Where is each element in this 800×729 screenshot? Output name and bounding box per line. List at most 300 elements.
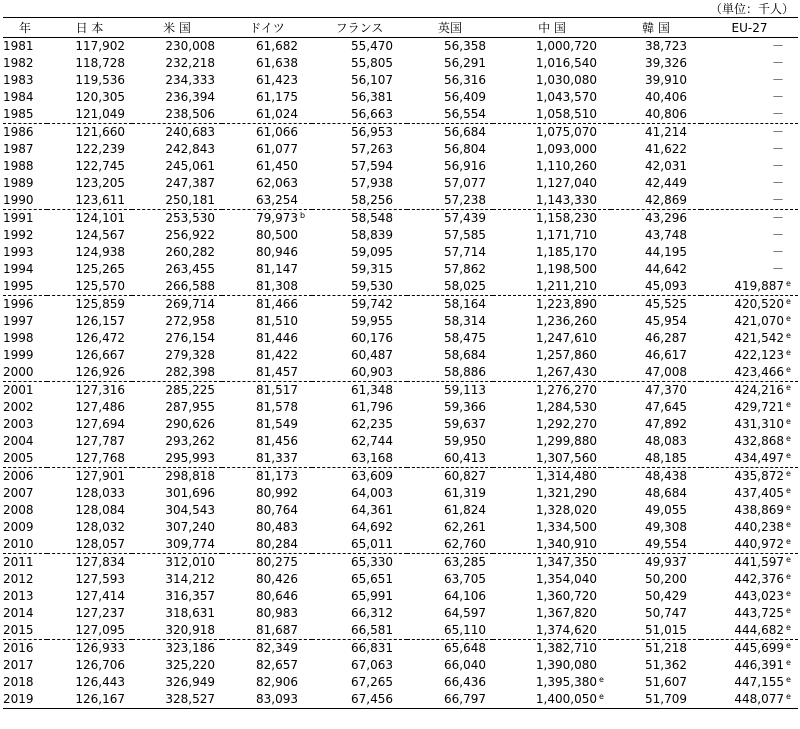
table-row bbox=[3, 313, 798, 330]
cell-value: 440,238 bbox=[734, 520, 784, 534]
cell-value: 80,992 bbox=[256, 486, 298, 500]
usa-cell: 307,240 bbox=[165, 520, 215, 534]
footnote-mark: e bbox=[786, 469, 791, 478]
cell-value: 61,450 bbox=[256, 159, 298, 173]
footnote-mark: e bbox=[786, 658, 791, 667]
china-cell bbox=[493, 519, 611, 536]
china-cell bbox=[493, 227, 611, 244]
usa-cell: 282,398 bbox=[132, 364, 222, 382]
japan-cell: 126,157 bbox=[75, 314, 125, 328]
year-cell: 2009 bbox=[3, 520, 34, 534]
japan-cell: 126,706 bbox=[75, 658, 125, 672]
china-cell bbox=[493, 55, 611, 72]
usa-cell: 272,958 bbox=[165, 314, 215, 328]
uk-cell: 56,804 bbox=[444, 142, 486, 156]
china-cell bbox=[493, 158, 611, 175]
france-cell: 61,348 bbox=[351, 383, 393, 397]
population-table bbox=[3, 17, 798, 709]
eu27-cell bbox=[701, 106, 798, 124]
table-row bbox=[3, 485, 798, 502]
footnote-mark: e bbox=[786, 314, 791, 323]
table-row bbox=[3, 227, 798, 244]
japan-cell: 122,745 bbox=[75, 159, 125, 173]
france-cell: 57,594 bbox=[351, 159, 393, 173]
usa-cell: 250,181 bbox=[132, 192, 222, 210]
japan-cell: 126,933 bbox=[75, 641, 125, 655]
footnote-mark: e bbox=[786, 692, 791, 701]
japan-cell: 127,237 bbox=[75, 606, 125, 620]
uk-cell: 57,238 bbox=[407, 192, 493, 210]
france-cell: 58,839 bbox=[351, 228, 393, 242]
year-cell: 1981 bbox=[3, 39, 34, 53]
cell-value: 80,646 bbox=[256, 589, 298, 603]
uk-cell: 57,077 bbox=[444, 176, 486, 190]
china-cell bbox=[493, 691, 611, 709]
year-cell: 2003 bbox=[3, 417, 34, 431]
footnote-mark: e bbox=[786, 520, 791, 529]
germany-cell bbox=[222, 296, 312, 314]
cell-value: 1,110,260 bbox=[535, 159, 597, 173]
cell-value: 1,395,380 bbox=[535, 675, 597, 689]
china-cell bbox=[493, 278, 611, 296]
usa-cell: 256,922 bbox=[165, 228, 215, 242]
china-cell bbox=[493, 210, 611, 228]
table-row bbox=[3, 588, 798, 605]
eu27-cell bbox=[701, 571, 798, 588]
year-cell: 1988 bbox=[3, 159, 34, 173]
table-row bbox=[3, 158, 798, 175]
germany-cell bbox=[222, 313, 312, 330]
korea-cell: 46,617 bbox=[645, 348, 687, 362]
france-cell: 55,805 bbox=[351, 56, 393, 70]
japan-cell: 125,570 bbox=[47, 278, 132, 296]
cell-value: 81,308 bbox=[256, 279, 298, 293]
france-cell: 58,548 bbox=[351, 211, 393, 225]
germany-cell bbox=[222, 382, 312, 400]
korea-cell: 49,055 bbox=[645, 503, 687, 517]
year-cell: 2015 bbox=[3, 622, 47, 640]
france-cell: 56,107 bbox=[351, 73, 393, 87]
uk-cell: 59,366 bbox=[444, 400, 486, 414]
table-row bbox=[3, 657, 798, 674]
uk-cell: 58,025 bbox=[407, 278, 493, 296]
china-cell bbox=[493, 364, 611, 382]
cell-value: 81,510 bbox=[256, 314, 298, 328]
korea-cell: 51,362 bbox=[645, 658, 687, 672]
cell-value: 442,376 bbox=[734, 572, 784, 586]
japan-cell: 126,443 bbox=[75, 675, 125, 689]
uk-cell: 59,637 bbox=[444, 417, 486, 431]
china-cell bbox=[493, 192, 611, 210]
france-cell: 66,312 bbox=[351, 606, 393, 620]
year-cell: 1997 bbox=[3, 314, 34, 328]
germany-cell bbox=[222, 416, 312, 433]
eu27-cell bbox=[701, 210, 798, 228]
uk-cell: 65,110 bbox=[407, 622, 493, 640]
cell-value: 437,405 bbox=[734, 486, 784, 500]
year-cell: 1990 bbox=[3, 192, 47, 210]
cell-value: 81,578 bbox=[256, 400, 298, 414]
france-cell: 66,581 bbox=[312, 622, 407, 640]
korea-cell: 39,910 bbox=[645, 73, 687, 87]
footnote-mark: e bbox=[786, 297, 791, 306]
germany-cell bbox=[222, 571, 312, 588]
year-cell: 2018 bbox=[3, 675, 34, 689]
france-cell: 64,692 bbox=[351, 520, 393, 534]
korea-cell: 39,326 bbox=[645, 56, 687, 70]
year-cell: 1991 bbox=[3, 211, 34, 225]
china-cell bbox=[493, 536, 611, 554]
france-cell: 56,953 bbox=[351, 125, 393, 139]
korea-cell: 40,806 bbox=[611, 106, 701, 124]
footnote-mark: b bbox=[300, 211, 306, 220]
footnote-mark: e bbox=[786, 383, 791, 392]
eu27-cell bbox=[701, 691, 798, 709]
cell-value: 1,211,210 bbox=[535, 279, 597, 293]
year-cell: 2000 bbox=[3, 364, 47, 382]
korea-cell: 45,093 bbox=[611, 278, 701, 296]
uk-cell: 58,475 bbox=[444, 331, 486, 345]
uk-cell: 61,824 bbox=[444, 503, 486, 517]
year-cell: 2007 bbox=[3, 486, 34, 500]
year-cell: 1982 bbox=[3, 56, 34, 70]
korea-cell: 48,083 bbox=[645, 434, 687, 448]
table-row bbox=[3, 124, 798, 142]
cell-value: 80,275 bbox=[256, 555, 298, 569]
korea-cell: 47,645 bbox=[645, 400, 687, 414]
uk-cell: 58,684 bbox=[444, 348, 486, 362]
germany-cell bbox=[222, 347, 312, 364]
usa-cell: 312,010 bbox=[165, 555, 215, 569]
china-cell bbox=[493, 450, 611, 468]
footnote-mark: e bbox=[786, 417, 791, 426]
china-cell bbox=[493, 433, 611, 450]
eu27-cell bbox=[701, 588, 798, 605]
cell-value: 82,657 bbox=[256, 658, 298, 672]
table-row bbox=[3, 622, 798, 640]
korea-cell: 44,195 bbox=[645, 245, 687, 259]
cell-value: 61,077 bbox=[256, 142, 298, 156]
cell-value: － bbox=[771, 176, 784, 190]
cell-value: 1,354,040 bbox=[535, 572, 597, 586]
china-cell bbox=[493, 399, 611, 416]
cell-value: 435,872 bbox=[734, 469, 784, 483]
germany-cell bbox=[222, 519, 312, 536]
korea-cell: 49,308 bbox=[645, 520, 687, 534]
uk-cell: 63,705 bbox=[444, 572, 486, 586]
footnote-mark: e bbox=[786, 486, 791, 495]
korea-cell: 41,622 bbox=[645, 142, 687, 156]
eu27-cell bbox=[701, 640, 798, 658]
cell-value: － bbox=[771, 90, 784, 104]
usa-cell: 230,008 bbox=[165, 39, 215, 53]
china-cell bbox=[493, 261, 611, 278]
eu27-cell bbox=[701, 141, 798, 158]
year-cell: 1987 bbox=[3, 142, 34, 156]
japan-cell: 125,265 bbox=[75, 262, 125, 276]
cell-value: 1,292,270 bbox=[535, 417, 597, 431]
france-cell: 59,530 bbox=[312, 278, 407, 296]
cell-value: 440,972 bbox=[734, 537, 784, 551]
france-cell: 63,609 bbox=[351, 469, 393, 483]
cell-value: － bbox=[771, 211, 784, 225]
table-row bbox=[3, 244, 798, 261]
cell-value: 1,267,430 bbox=[535, 365, 597, 379]
germany-cell bbox=[222, 450, 312, 468]
germany-cell bbox=[222, 158, 312, 175]
france-cell: 62,235 bbox=[351, 417, 393, 431]
france-cell: 65,330 bbox=[351, 555, 393, 569]
cell-value: 1,390,080 bbox=[535, 658, 597, 672]
table-row bbox=[3, 416, 798, 433]
year-cell: 2017 bbox=[3, 658, 34, 672]
japan-cell: 123,205 bbox=[75, 176, 125, 190]
china-cell bbox=[493, 38, 611, 56]
table-row bbox=[3, 571, 798, 588]
germany-cell bbox=[222, 124, 312, 142]
header-korea: 韓 国 bbox=[611, 18, 701, 38]
eu27-cell bbox=[701, 296, 798, 314]
germany-cell bbox=[222, 502, 312, 519]
eu27-cell bbox=[701, 89, 798, 106]
header-usa: 米 国 bbox=[132, 18, 222, 38]
cell-value: 1,093,000 bbox=[535, 142, 597, 156]
footnote-mark: e bbox=[786, 675, 791, 684]
eu27-cell bbox=[701, 399, 798, 416]
footnote-mark: e bbox=[786, 451, 791, 460]
china-cell bbox=[493, 72, 611, 89]
japan-cell: 127,901 bbox=[75, 469, 125, 483]
table-row bbox=[3, 72, 798, 89]
germany-cell bbox=[222, 330, 312, 347]
france-cell: 55,470 bbox=[351, 39, 393, 53]
cell-value: 1,257,860 bbox=[535, 348, 597, 362]
japan-cell: 127,694 bbox=[75, 417, 125, 431]
cell-value: 1,043,570 bbox=[535, 90, 597, 104]
eu27-cell bbox=[701, 622, 798, 640]
eu27-cell bbox=[701, 364, 798, 382]
france-cell: 58,256 bbox=[312, 192, 407, 210]
germany-cell bbox=[222, 657, 312, 674]
japan-cell: 127,414 bbox=[75, 589, 125, 603]
year-cell: 1992 bbox=[3, 228, 34, 242]
cell-value: 429,721 bbox=[734, 400, 784, 414]
usa-cell: 309,774 bbox=[132, 536, 222, 554]
footnote-mark: e bbox=[786, 279, 791, 288]
year-cell: 2006 bbox=[3, 469, 34, 483]
japan-cell: 127,593 bbox=[75, 572, 125, 586]
cell-value: 83,093 bbox=[256, 692, 298, 706]
france-cell: 59,315 bbox=[351, 262, 393, 276]
cell-value: 421,542 bbox=[734, 331, 784, 345]
cell-value: 1,340,910 bbox=[535, 537, 597, 551]
footnote-mark: e bbox=[786, 400, 791, 409]
cell-value: － bbox=[771, 39, 784, 53]
germany-cell bbox=[222, 106, 312, 124]
year-cell: 2014 bbox=[3, 606, 34, 620]
cell-value: 1,367,820 bbox=[535, 606, 597, 620]
cell-value: 61,638 bbox=[256, 56, 298, 70]
usa-cell: 232,218 bbox=[165, 56, 215, 70]
france-cell: 67,265 bbox=[351, 675, 393, 689]
cell-value: 1,299,880 bbox=[535, 434, 597, 448]
cell-value: 1,374,620 bbox=[535, 623, 597, 637]
usa-cell: 295,993 bbox=[132, 450, 222, 468]
korea-cell: 51,607 bbox=[645, 675, 687, 689]
uk-cell: 60,827 bbox=[444, 469, 486, 483]
cell-value: 61,682 bbox=[256, 39, 298, 53]
usa-cell: 238,506 bbox=[132, 106, 222, 124]
year-cell: 1998 bbox=[3, 331, 34, 345]
cell-value: 81,456 bbox=[256, 434, 298, 448]
cell-value: 444,682 bbox=[734, 623, 784, 637]
usa-cell: 247,387 bbox=[165, 176, 215, 190]
header-year: 年 bbox=[3, 18, 47, 38]
france-cell: 63,168 bbox=[312, 450, 407, 468]
china-cell bbox=[493, 175, 611, 192]
korea-cell: 42,869 bbox=[611, 192, 701, 210]
germany-cell bbox=[222, 364, 312, 382]
germany-cell bbox=[222, 674, 312, 691]
usa-cell: 318,631 bbox=[165, 606, 215, 620]
usa-cell: 326,949 bbox=[165, 675, 215, 689]
year-cell: 1999 bbox=[3, 348, 34, 362]
cell-value: 423,466 bbox=[734, 365, 784, 379]
cell-value: 1,328,020 bbox=[535, 503, 597, 517]
germany-cell bbox=[222, 244, 312, 261]
uk-cell: 65,648 bbox=[444, 641, 486, 655]
france-cell: 59,742 bbox=[351, 297, 393, 311]
germany-cell bbox=[222, 640, 312, 658]
eu27-cell bbox=[701, 450, 798, 468]
cell-value: 441,597 bbox=[734, 555, 784, 569]
japan-cell: 128,032 bbox=[75, 520, 125, 534]
eu27-cell bbox=[701, 158, 798, 175]
header-eu27: EU-27 bbox=[701, 18, 798, 38]
china-cell bbox=[493, 347, 611, 364]
korea-cell: 45,954 bbox=[645, 314, 687, 328]
cell-value: 1,158,230 bbox=[535, 211, 597, 225]
uk-cell: 64,597 bbox=[444, 606, 486, 620]
cell-value: 1,334,500 bbox=[535, 520, 597, 534]
table-row bbox=[3, 450, 798, 468]
eu27-cell bbox=[701, 485, 798, 502]
cell-value: 1,000,720 bbox=[535, 39, 597, 53]
germany-cell bbox=[222, 588, 312, 605]
cell-value: 445,699 bbox=[734, 641, 784, 655]
year-cell: 2019 bbox=[3, 691, 47, 709]
japan-cell: 124,567 bbox=[75, 228, 125, 242]
cell-value: 1,075,070 bbox=[535, 125, 597, 139]
china-cell bbox=[493, 485, 611, 502]
cell-value: 82,906 bbox=[256, 675, 298, 689]
germany-cell bbox=[222, 468, 312, 486]
uk-cell: 66,040 bbox=[444, 658, 486, 672]
table-row bbox=[3, 89, 798, 106]
cell-value: 1,382,710 bbox=[535, 641, 597, 655]
germany-cell bbox=[222, 691, 312, 709]
cell-value: 420,520 bbox=[734, 297, 784, 311]
uk-cell: 57,439 bbox=[444, 211, 486, 225]
cell-value: 82,349 bbox=[256, 641, 298, 655]
usa-cell: 290,626 bbox=[165, 417, 215, 431]
usa-cell: 293,262 bbox=[165, 434, 215, 448]
france-cell: 61,796 bbox=[351, 400, 393, 414]
cell-value: 1,030,080 bbox=[535, 73, 597, 87]
france-cell: 60,903 bbox=[312, 364, 407, 382]
eu27-cell bbox=[701, 124, 798, 142]
usa-cell: 253,530 bbox=[165, 211, 215, 225]
france-cell: 56,381 bbox=[351, 90, 393, 104]
korea-cell: 40,406 bbox=[645, 90, 687, 104]
japan-cell: 121,660 bbox=[75, 125, 125, 139]
france-cell: 59,095 bbox=[351, 245, 393, 259]
cell-value: 438,869 bbox=[734, 503, 784, 517]
china-cell bbox=[493, 554, 611, 572]
cell-value: 81,446 bbox=[256, 331, 298, 345]
year-cell: 1993 bbox=[3, 245, 34, 259]
usa-cell: 245,061 bbox=[165, 159, 215, 173]
uk-cell: 56,316 bbox=[444, 73, 486, 87]
china-cell bbox=[493, 588, 611, 605]
eu27-cell bbox=[701, 657, 798, 674]
france-cell: 60,487 bbox=[351, 348, 393, 362]
germany-cell bbox=[222, 175, 312, 192]
japan-cell: 127,486 bbox=[75, 400, 125, 414]
uk-cell: 56,554 bbox=[407, 106, 493, 124]
uk-cell: 56,916 bbox=[444, 159, 486, 173]
cell-value: 1,016,540 bbox=[535, 56, 597, 70]
header-china: 中 国 bbox=[493, 18, 611, 38]
usa-cell: 242,843 bbox=[165, 142, 215, 156]
usa-cell: 276,154 bbox=[165, 331, 215, 345]
china-cell bbox=[493, 89, 611, 106]
cell-value: 421,070 bbox=[734, 314, 784, 328]
year-cell: 1995 bbox=[3, 278, 47, 296]
eu27-cell bbox=[701, 278, 798, 296]
year-cell: 2010 bbox=[3, 536, 47, 554]
cell-value: 80,426 bbox=[256, 572, 298, 586]
japan-cell: 128,033 bbox=[75, 486, 125, 500]
germany-cell bbox=[222, 89, 312, 106]
cell-value: 81,466 bbox=[256, 297, 298, 311]
footnote-mark: e bbox=[786, 572, 791, 581]
header-japan: 日 本 bbox=[47, 18, 132, 38]
japan-cell: 127,768 bbox=[47, 450, 132, 468]
eu27-cell bbox=[701, 72, 798, 89]
korea-cell: 47,370 bbox=[645, 383, 687, 397]
eu27-cell bbox=[701, 433, 798, 450]
year-cell: 1994 bbox=[3, 262, 34, 276]
china-cell bbox=[493, 622, 611, 640]
germany-cell bbox=[222, 399, 312, 416]
cell-value: 1,198,500 bbox=[535, 262, 597, 276]
year-cell: 2005 bbox=[3, 450, 47, 468]
footnote-mark: e bbox=[599, 675, 604, 684]
uk-cell: 56,684 bbox=[444, 125, 486, 139]
cell-value: 61,423 bbox=[256, 73, 298, 87]
japan-cell: 117,902 bbox=[75, 39, 125, 53]
eu27-cell bbox=[701, 382, 798, 400]
table-row bbox=[3, 536, 798, 554]
uk-cell: 57,862 bbox=[444, 262, 486, 276]
usa-cell: 263,455 bbox=[165, 262, 215, 276]
germany-cell bbox=[222, 278, 312, 296]
uk-cell: 58,164 bbox=[444, 297, 486, 311]
france-cell: 60,176 bbox=[351, 331, 393, 345]
year-cell: 2013 bbox=[3, 589, 34, 603]
korea-cell: 41,214 bbox=[645, 125, 687, 139]
